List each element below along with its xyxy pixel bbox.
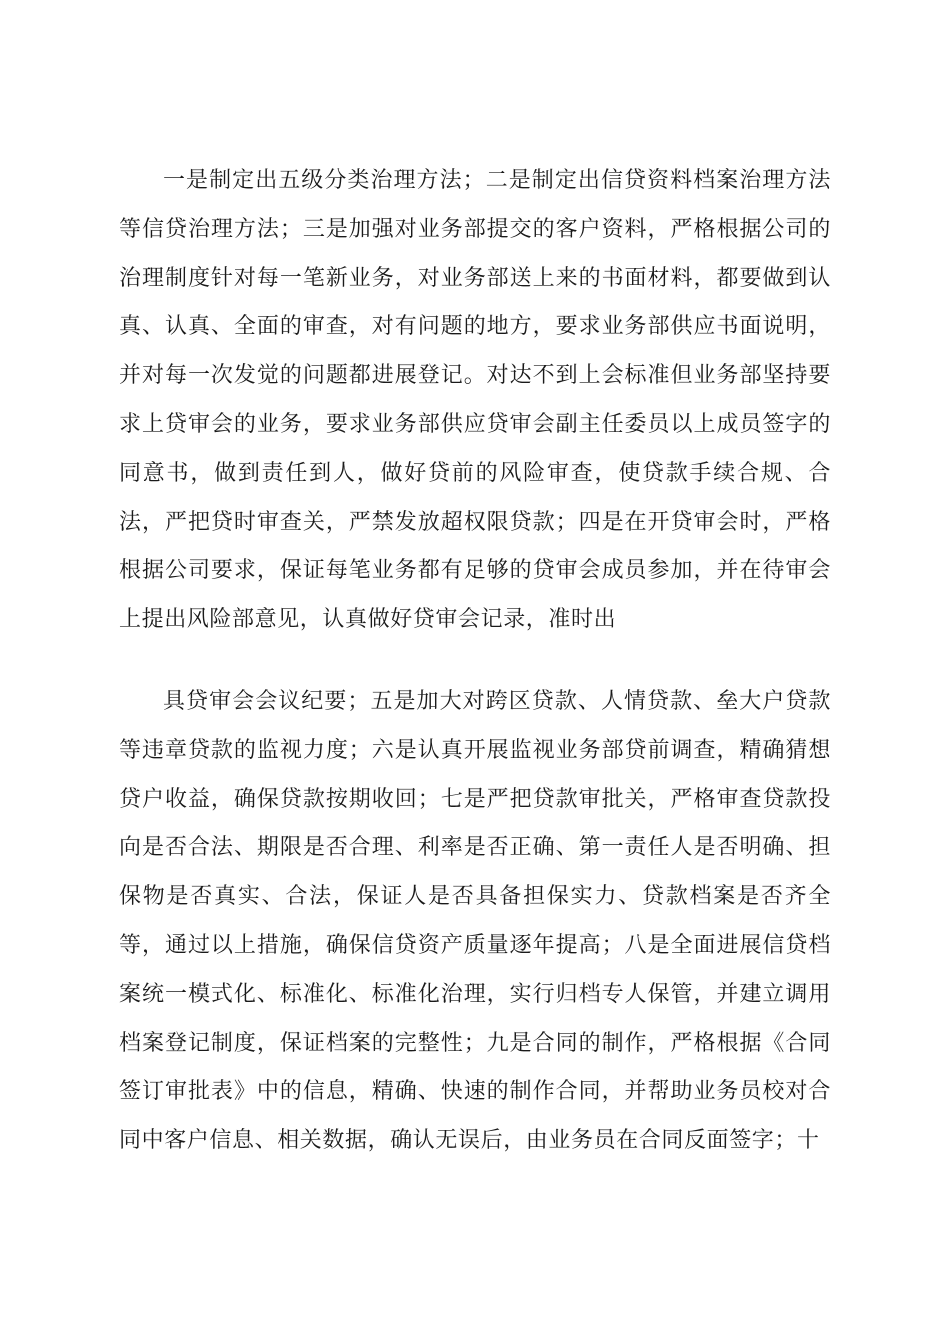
body-paragraph: 具贷审会会议纪要；五是加大对跨区贷款、人情贷款、垒大户贷款等违章贷款的监视力度；六是认真开展监视业务部贷前调查，精确猜想贷户收益，确保贷款按期收回；七是严把贷款审批关，严格审查贷款投向是否合法、期限是否合理、利率是否正确、第一责任人是否明确、担保物是否真实、合法，保证人是否具备担保实力、贷款档案是否齐全等，通过以上措施，确保信贷资产质量逐年提高；八是全面进展信贷档案统一模式化、标准化、标准化治理，实行归档专人保管，并建立调用档案登记制度，保证档案的完整性；九是合同的制作，严格根据《合同签订审批表》中的信息，精确、快速的制作合同，并帮助业务员校对合同中客户信息、相关数据，确认无误后，由业务员在合同反面签字；十 — [119, 689, 831, 1154]
body-paragraph: 一是制定出五级分类治理方法；二是制定出信贷资料档案治理方法等信贷治理方法；三是加强对业务部提交的客户资料，严格根据公司的治理制度针对每一笔新业务，对业务部送上来的书面材料，都要做到认真、认真、全面的审查，对有问题的地方，要求业务部供应书面说明，并对每一次发觉的问题都进展登记。对达不到上会标准但业务部坚持要求上贷审会的业务，要求业务部供应贷审会副主任委员以上成员签字的同意书，做到责任到人，做好贷前的风险审查，使贷款手续合规、合法，严把贷时审查关，严禁发放超权限贷款；四是在开贷审会时，严格根据公司要求，保证每笔业务都有足够的贷审会成员参加，并在待审会上提出风险部意见，认真做好贷审会记录，准时出 — [119, 168, 831, 633]
